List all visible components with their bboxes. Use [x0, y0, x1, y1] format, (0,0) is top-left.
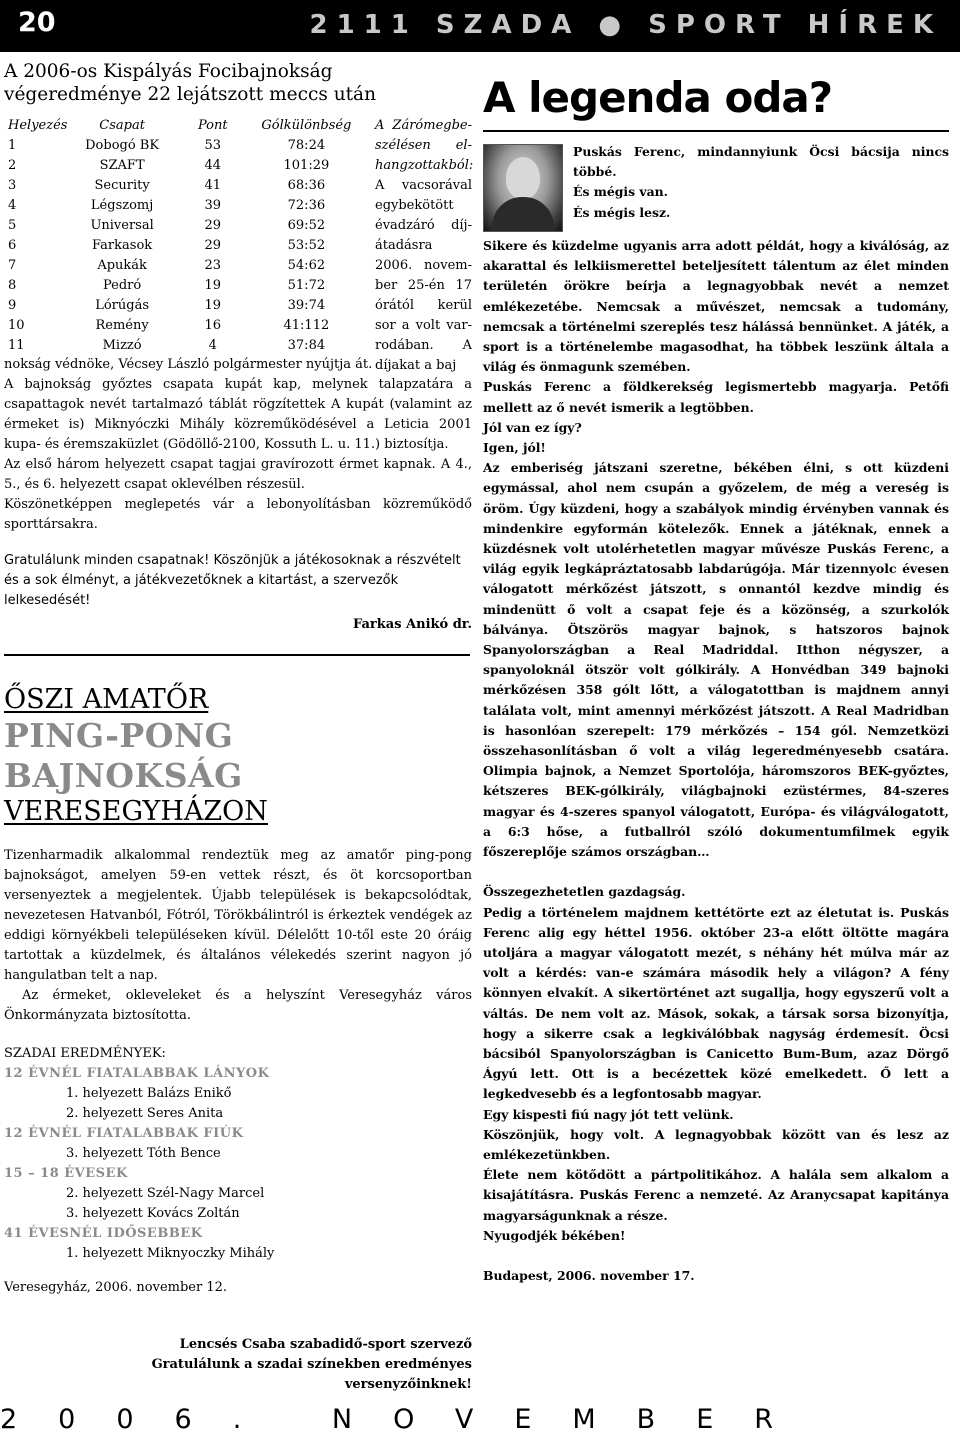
left-column: [4, 60, 472, 1395]
legend-para-3: Pedig a történelem majdnem kettétörte ezt az életutat is. Puskás Ferenc alig egy héttel 1956. október 23-a előtt öltötte magára utoljára a magyar válogatott mezét, s néhány hét múlva már az volt a kérdés: van-e számára második hely a világon? A fény könnyen elvakít. A sikertörténet azt sugallja, hogy egyszerű volt a váltás. De nem volt az. Mások, sokak, a társak sorsa bizonyítja, hogy a sikerre csak a legkiválóbbak nagyság érdemesít. Öcsi bácsiból Spanyolországban is Canicetto Bum-Bum, azaz Dörgő Ágyú lett. Ott is a becézettek közé emelkedett. Ő lett a legkedvesebb és a legfontosabb magyar.: [483, 904, 949, 1102]
cell-position: 10: [8, 317, 25, 333]
legend-intro-1: Puskás Ferenc, mindannyiunk Öcsi bácsija nincs többé.: [573, 144, 949, 180]
results-category: 12 ÉVNÉL FIATALABBAK LÁNYOK: [4, 1066, 270, 1081]
cell-points: 19: [204, 297, 222, 313]
football-title-line2: végeredménye 22 lejátszott meccs után: [4, 84, 377, 105]
col-header-team: Csapat: [99, 118, 145, 133]
col-header-points: Pont: [197, 118, 228, 133]
cell-team: SZAFT: [99, 157, 145, 173]
section-title: 2111 SZADA ● SPORT HÍREK: [309, 10, 942, 40]
results-item: 3. helyezett Kovács Zoltán: [66, 1206, 240, 1221]
legend-body: [483, 142, 949, 1286]
table-row: [4, 255, 364, 275]
cell-position: 5: [8, 217, 17, 233]
legend-intro-2: És mégis van.: [573, 184, 668, 200]
football-para-3: Köszönetképpen meglepetés vár a lebonyolításban közreműködő sporttársakra.: [4, 497, 472, 532]
col-header-position: Helyezés: [8, 118, 68, 133]
cell-goal-diff: 68:36: [287, 177, 326, 193]
legend-para-4b: Élete nem kötődött a pártpolitikához. A halála sem alkalom a kisajátításra. Puskás Ferenc a nemzeté. Az Aranycsapat kapitánya magyarságunknak a része.: [483, 1167, 949, 1223]
cell-goal-diff: 53:52: [287, 237, 326, 253]
results-item: 2. helyezett Seres Anita: [66, 1106, 224, 1121]
cell-position: 4: [8, 197, 17, 213]
results-item: 1. helyezett Balázs Enikő: [66, 1086, 232, 1101]
legend-date: Budapest, 2006. november 17.: [483, 1267, 695, 1283]
page-number: 20: [18, 7, 56, 38]
right-column: [483, 72, 949, 1286]
closing-line2: Gratulálunk a szadai színekben eredményes: [151, 1357, 472, 1372]
legend-para-1d: Igen, jól!: [483, 440, 546, 456]
cell-team: Apukák: [97, 257, 147, 273]
legend-title: A legenda oda?: [483, 72, 949, 132]
cell-position: 7: [8, 257, 17, 273]
page-footer: 2006. NOVEMBER: [0, 1404, 815, 1435]
legend-para-1c: Jól van ez így?: [483, 419, 582, 435]
football-title: [4, 60, 472, 106]
legend-para-2: Az emberiség játszani szeretne, békében élni, s ott küzdeni egymással, ahol nem csupán a győzelem, de még a vereség is öröm. Úgy küzdeni, hogy a szabályok mindig érvényben vannak és mindenkire egyformán kötelezők. Ennek a játéknak, ennek a küzdésnek volt utolérhetetlen magyar művésze Puskás Ferenc, a világ egyik legkápráztatosabb labdarúgója. Már tizennyolc évesen válogatott mérkőzést játszott, s onnantól kezdve mindig és mindenütt ő volt a csapat feje és a közönség, a szurkolók bálványa. Ötszörös magyar bajnok, s hatszoros bajnok Spanyolországban a Real Madriddal. Itthon négyszer, a spanyoloknál ötször volt gólkirály. A Honvédban 349 bajnoki mérkőzésen 358 gólt lőtt, a válogatottban is majdnem annyi találata volt, mint amennyi mérkőzést játszott. A Real Madridban is hasonlóan szerepelt: 179 mérkőzés – 154 gól. Nemzetközi összehasonlításban ő volt a világ legeredményesebb csatára. Olimpia bajnok, a Nemzet Sportolója, háromszoros BEK-győztes, kétszeres BEK-gólkirály, világbajnoki ezüstérmes, 84-szeres magyar és 4-szeres spanyol válogatott, Európa- és világválogatott, a 6:3 hőse, a futballról szóló dokumentumfilmek egyik főszereplője számos országban…: [483, 460, 949, 860]
cell-position: 1: [8, 137, 17, 153]
table-row: [4, 315, 364, 335]
results-category: 12 ÉVNÉL FIATALABBAK FIÚK: [4, 1126, 244, 1141]
table-row: [4, 275, 364, 295]
cell-goal-diff: 72:36: [287, 197, 326, 213]
football-title-line1: A 2006-os Kispályás Focibajnokság: [4, 61, 333, 82]
portrait-photo: [483, 144, 563, 232]
legend-para-3a: Összegezhetetlen gazdagság.: [483, 884, 686, 900]
cell-goal-diff: 51:72: [287, 277, 326, 293]
results-category: 15 – 18 ÉVESEK: [4, 1166, 128, 1181]
cell-goal-diff: 39:74: [287, 297, 326, 313]
legend-para-5: Nyugodjék békében!: [483, 1227, 626, 1243]
cell-points: 41: [204, 177, 222, 193]
cell-team: Security: [94, 177, 150, 193]
football-signature: Farkas Anikó dr.: [352, 617, 472, 632]
side-note-text: A vacsorával egybekötött évadzáró díjátadásra 2006. november 25-én 17 órától kerül sor a volt varrodában. A díjakat a baj: [375, 178, 472, 373]
table-row: [4, 215, 364, 235]
legend-para-1: Sikere és küzdelme ugyanis arra adott példát, hogy a kiválóság, az akarattal és lelkiismerettel beteljesített tálentum az élet minden területén örökre beírja a legnagyobbak nevét a nemzet emlékezetébe. Nemcsak a művészet, nemcsak a tudomány, nemcsak a történelmi szereplés tesz hálássá bennünket. A játék, a sport is a történelembe magasodhat, ha többek leszünk általa a világ és önmagunk szemében.: [483, 238, 949, 375]
cell-points: 16: [204, 317, 222, 333]
cell-team: Dobogó BK: [85, 137, 160, 153]
football-para-2: Az első három helyezett csapat tagjai gravírozott érmet kapnak. A 4., 5., és 6. helyezett csapat oklevélben részesül.: [4, 457, 472, 492]
cell-team: Remény: [95, 317, 149, 333]
cell-goal-diff: 37:84: [287, 337, 326, 353]
cell-goal-diff: 78:24: [287, 137, 326, 153]
cell-team: Lórúgás: [95, 297, 149, 313]
football-para-1: A bajnokság győztes csapata kupát kap, melynek talapzatára a csapattagok nevét tartalmazó táblát rögzítettek A kupát (valamint az érmeket is) Miknyóczki Mihály közreműködésével a Leticia 2001 kupa- és éremszaküzlet (Gödöllő-2100, Kossuth L. u. 11.) biztosítja.: [4, 377, 472, 452]
side-note-italic: A Zárómegbeszélésen elhangzottakból:: [375, 118, 474, 173]
pingpong-date: Veresegyház, 2006. november 12.: [4, 1280, 228, 1295]
cell-team: Universal: [90, 217, 154, 233]
closing-block: [4, 1335, 472, 1395]
cell-points: 53: [204, 137, 222, 153]
cell-team: Farkasok: [92, 237, 153, 253]
pingpong-para-1: Tizenharmadik alkalommal rendeztük meg az amatőr ping-pong bajnokságot, amelyen 59-en vettek részt, és öt korcsoportban versenyeztek a megjelentek. Újabb települések is bekapcsolódtak, nevezetesen Hatvanból, Fótról, Törökbálintról is érkeztek vendégek az eddigi környékbeli településeken kívül. Délelőtt 10-től este 20 óráig tartottak a küzdelmek, és általános vélekedés szerint nagyon jó hangulatban telt a nap.: [4, 848, 472, 983]
pingpong-title-line3: VERESEGYHÁZON: [4, 796, 268, 827]
table-row: [4, 135, 364, 155]
table-row: [4, 295, 364, 315]
legend-para-4: Köszönjük, hogy volt. A legnagyobbak között van és lesz az emlékezetünkben.: [483, 1126, 949, 1162]
table-row: [4, 175, 364, 195]
cell-goal-diff: 101:29: [283, 157, 330, 173]
pingpong-para-2: Az érmeket, okleveleket és a helyszínt Veresegyház város Önkormányzata biztosította.: [4, 988, 472, 1023]
standings-table: [4, 116, 364, 355]
results-item: 2. helyezett Szél-Nagy Marcel: [66, 1186, 265, 1201]
cell-position: 8: [8, 277, 17, 293]
cell-points: 19: [204, 277, 222, 293]
closing-line1: Lencsés Csaba szabadidő-sport szervező: [179, 1337, 472, 1352]
legend-intro-3: És mégis lesz.: [573, 204, 671, 220]
cell-position: 2: [8, 157, 17, 173]
cell-points: 23: [204, 257, 222, 273]
cell-team: Mizzó: [102, 337, 142, 353]
cell-team: Pedró: [102, 277, 142, 293]
cell-points: 44: [204, 157, 222, 173]
table-row: [4, 155, 364, 175]
legend-para-3b: Egy kispesti fiú nagy jót tett velünk.: [483, 1106, 734, 1122]
cell-points: 29: [204, 237, 222, 253]
cell-position: 11: [8, 337, 25, 353]
side-note: [375, 116, 472, 376]
results-heading: SZADAI EREDMÉNYEK:: [4, 1046, 166, 1061]
football-thanks: Gratulálunk minden csapatnak! Köszönjük a játékosoknak a részvételt és a sok élményt, a játékvezetőknek a kitartást, a szervezők lelkesedését!: [4, 553, 461, 608]
cell-points: 39: [204, 197, 222, 213]
table-row: [4, 195, 364, 215]
cell-goal-diff: 69:52: [287, 217, 326, 233]
results-item: 3. helyezett Tóth Bence: [66, 1146, 221, 1161]
portrait-head: [506, 157, 540, 199]
section-divider: [4, 654, 470, 656]
standings-header-row: [4, 116, 364, 135]
table-row: [4, 335, 364, 355]
portrait-body: [492, 197, 554, 232]
results-category: 41 ÉVESNÉL IDŐSEBBEK: [4, 1226, 203, 1241]
col-header-goal-diff: Gólkülönbség: [261, 118, 352, 133]
cell-position: 6: [8, 237, 17, 253]
cell-position: 9: [8, 297, 17, 313]
cell-points: 4: [208, 337, 217, 353]
side-note-continuation: nokság védnöke, Vécsey László polgármester nyújtja át.: [4, 357, 373, 372]
page-header: [0, 0, 960, 52]
closing-line3: versenyzőinknek!: [344, 1377, 472, 1392]
legend-para-1b: Puskás Ferenc a földkerekség legismertebb magyarja. Petőfi mellett az ő nevét ismerik a legtöbben.: [483, 379, 949, 415]
pingpong-title-line2: PING-PONG BAJNOKSÁG: [4, 716, 243, 795]
table-row: [4, 235, 364, 255]
cell-goal-diff: 54:62: [287, 257, 326, 273]
pingpong-title-line1: ŐSZI AMATŐR: [4, 684, 209, 715]
cell-position: 3: [8, 177, 17, 193]
cell-team: Légszomj: [90, 197, 154, 213]
results-item: 1. helyezett Miknyoczky Mihály: [66, 1246, 275, 1261]
cell-points: 29: [204, 217, 222, 233]
cell-goal-diff: 41:112: [283, 317, 330, 333]
